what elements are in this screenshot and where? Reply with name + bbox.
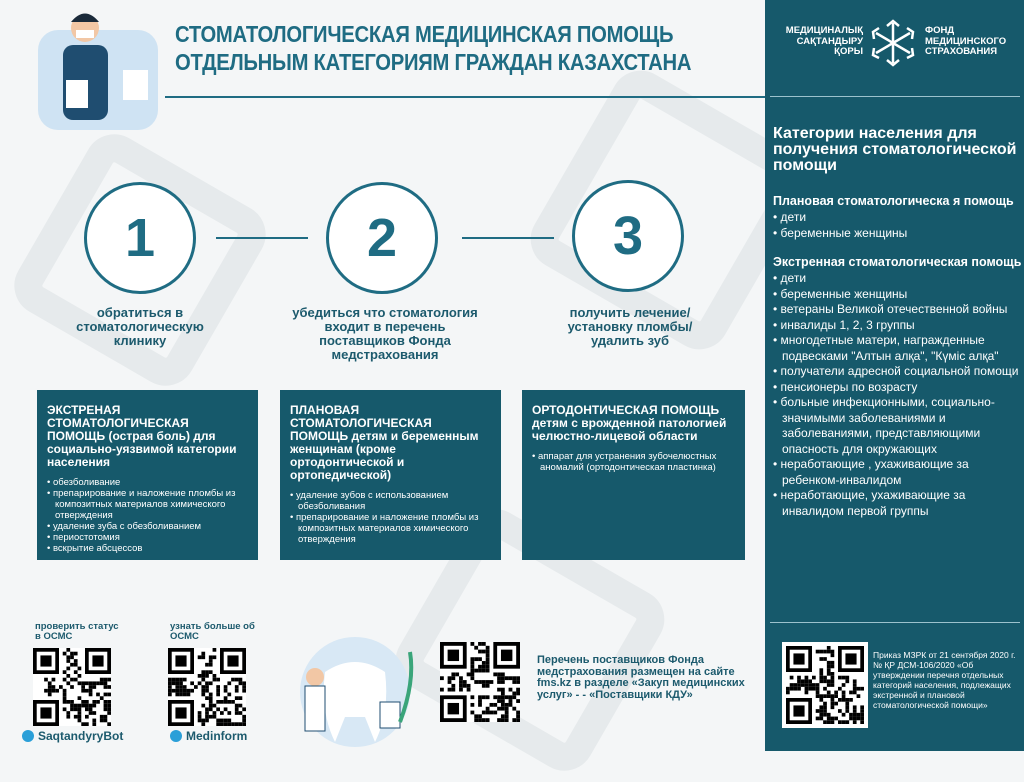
list-item: • препарирование и наложение пломбы из композитных материалов химического отверждения <box>47 488 248 521</box>
list-item: • вскрытие абсцессов <box>47 543 248 554</box>
qr2-label: узнать больше об ОСМС <box>170 621 255 642</box>
list-item: • ветераны Великой отечественной войны <box>773 302 1023 318</box>
title-line-2: ОТДЕЛЬНЫМ КАТЕГОРИЯМ ГРАЖДАН КАЗАХСТАНА <box>175 49 692 75</box>
qr-code-bot[interactable] <box>33 648 111 726</box>
planned-heading: Плановая стоматологическа я помощь <box>773 194 1014 208</box>
planned-care-box <box>280 390 501 560</box>
orthodontic-care-box <box>522 390 745 560</box>
sidebar-divider <box>770 96 1020 97</box>
logo-text: МЕДИЦИНСКОГО <box>925 35 1007 47</box>
tooth-illustration <box>285 622 425 747</box>
box-title: ПЛАНОВАЯ СТОМАТОЛОГИЧЕСКАЯ ПОМОЩЬ детям и беременным женщинам (кроме ортодонтической и ортопедической) <box>290 403 479 482</box>
step-3-circle: 3 <box>572 180 684 292</box>
providers-text: Перечень поставщиков Фонда медстрахования размещен на сайте fms.kz в разделе «Закуп медицинских услуг» - - «Поставщики КДУ» <box>537 654 745 701</box>
list-item: • обезболивание <box>47 477 248 488</box>
page-title <box>175 20 691 76</box>
list-item: • удаление зуба с обезболиванием <box>47 521 248 532</box>
list-item: • дети <box>773 271 1023 287</box>
step-2-text: убедиться что стоматология входит в перечень поставщиков Фонда медстрахования <box>292 305 478 362</box>
box-list <box>47 477 248 554</box>
telegram-link-medinform[interactable] <box>170 729 247 743</box>
qr-code-medinform[interactable] <box>168 648 246 726</box>
list-item: • неработающие , ухаживающие за ребенком-инвалидом <box>773 457 1023 488</box>
step-3-text: получить лечение/ установку пломбы/ удалить зуб <box>567 305 693 348</box>
qr1-label: проверить статус в ОСМС <box>35 621 119 642</box>
logo-text: САҚТАНДЫРУ <box>796 35 863 47</box>
list-item: • многодетные матери, награжденные подвесками "Алтын алқа", "Күміс алқа" <box>773 333 1023 364</box>
list-item: • препарирование и наложение пломбы из композитных материалов химического отверждения <box>290 512 491 545</box>
step-2-circle: 2 <box>326 182 438 294</box>
bot-name: SaqtandyryBot <box>38 729 124 743</box>
list-item: • беременные женщины <box>773 226 1023 242</box>
box-list <box>290 490 491 545</box>
logo-emblem-icon <box>868 18 918 68</box>
step-1-text: обратиться в стоматологическую клинику <box>76 305 204 348</box>
bot-name: Medinform <box>186 729 248 743</box>
list-item: • беременные женщины <box>773 287 1023 303</box>
emergency-care-box <box>37 390 258 560</box>
header-divider <box>165 96 765 98</box>
list-item: • аппарат для устранения зубочелюстных аномалий (ортодонтическая пластинка) <box>532 451 735 473</box>
dentist-illustration <box>28 0 163 135</box>
sidebar-divider <box>770 622 1020 623</box>
logo-text: МЕДИЦИНАЛЫҚ <box>785 25 863 36</box>
logo-text: СТРАХОВАНИЯ <box>925 46 998 57</box>
title-line-1: СТОМАТОЛОГИЧЕСКАЯ МЕДИЦИНСКАЯ ПОМОЩЬ <box>175 21 674 47</box>
list-item: • больные инфекционными, социально-значимыми заболеваниями и заболеваниями, представляющими опасность для окружающих <box>773 395 1023 457</box>
fund-logo <box>765 18 1024 78</box>
list-item: • периостотомия <box>47 532 248 543</box>
box-title: ОРТОДОНТИЧЕСКАЯ ПОМОЩЬ детям с врожденной патологией челюстно-лицевой области <box>532 403 727 443</box>
box-title: ЭКСТРЕНАЯ СТОМАТОЛОГИЧЕСКАЯ ПОМОЩЬ (острая боль) для социально-уязвимой категории населения <box>47 403 237 469</box>
telegram-icon <box>22 730 34 742</box>
step-connector <box>216 237 308 239</box>
logo-text: ҚОРЫ <box>834 46 863 57</box>
list-item: • удаление зубов с использованием обезболивания <box>290 490 491 512</box>
list-item: • получатели адресной социальной помощи <box>773 364 1023 380</box>
telegram-link-saqtandyry[interactable] <box>22 729 123 743</box>
list-item: • дети <box>773 210 1023 226</box>
step-connector <box>462 237 554 239</box>
box-list <box>532 451 735 473</box>
logo-text: ФОНД <box>925 25 955 36</box>
list-item: • пенсионеры по возрасту <box>773 380 1023 396</box>
planned-list <box>773 210 1023 241</box>
sidebar-title: Категории населения для получения стоматологической помощи <box>773 125 1017 174</box>
sidebar <box>765 0 1024 751</box>
order-text: Приказ МЗРК от 21 сентября 2020 г. № ҚР ДСМ-106/2020 «Об утверждении перечня отдельных категорий населения, подлежащих экстренной и плановой стоматологической помощи» <box>873 650 1016 710</box>
qr-code-providers[interactable] <box>440 642 520 722</box>
step-1-circle: 1 <box>84 182 196 294</box>
list-item: • неработающие, ухаживающие за инвалидом первой группы <box>773 488 1023 519</box>
emergency-heading: Экстренная стоматологическая помощь <box>773 255 1022 269</box>
list-item: • инвалиды 1, 2, 3 группы <box>773 318 1023 334</box>
qr-code-order[interactable] <box>782 642 868 728</box>
emergency-list <box>773 271 1023 519</box>
telegram-icon <box>170 730 182 742</box>
